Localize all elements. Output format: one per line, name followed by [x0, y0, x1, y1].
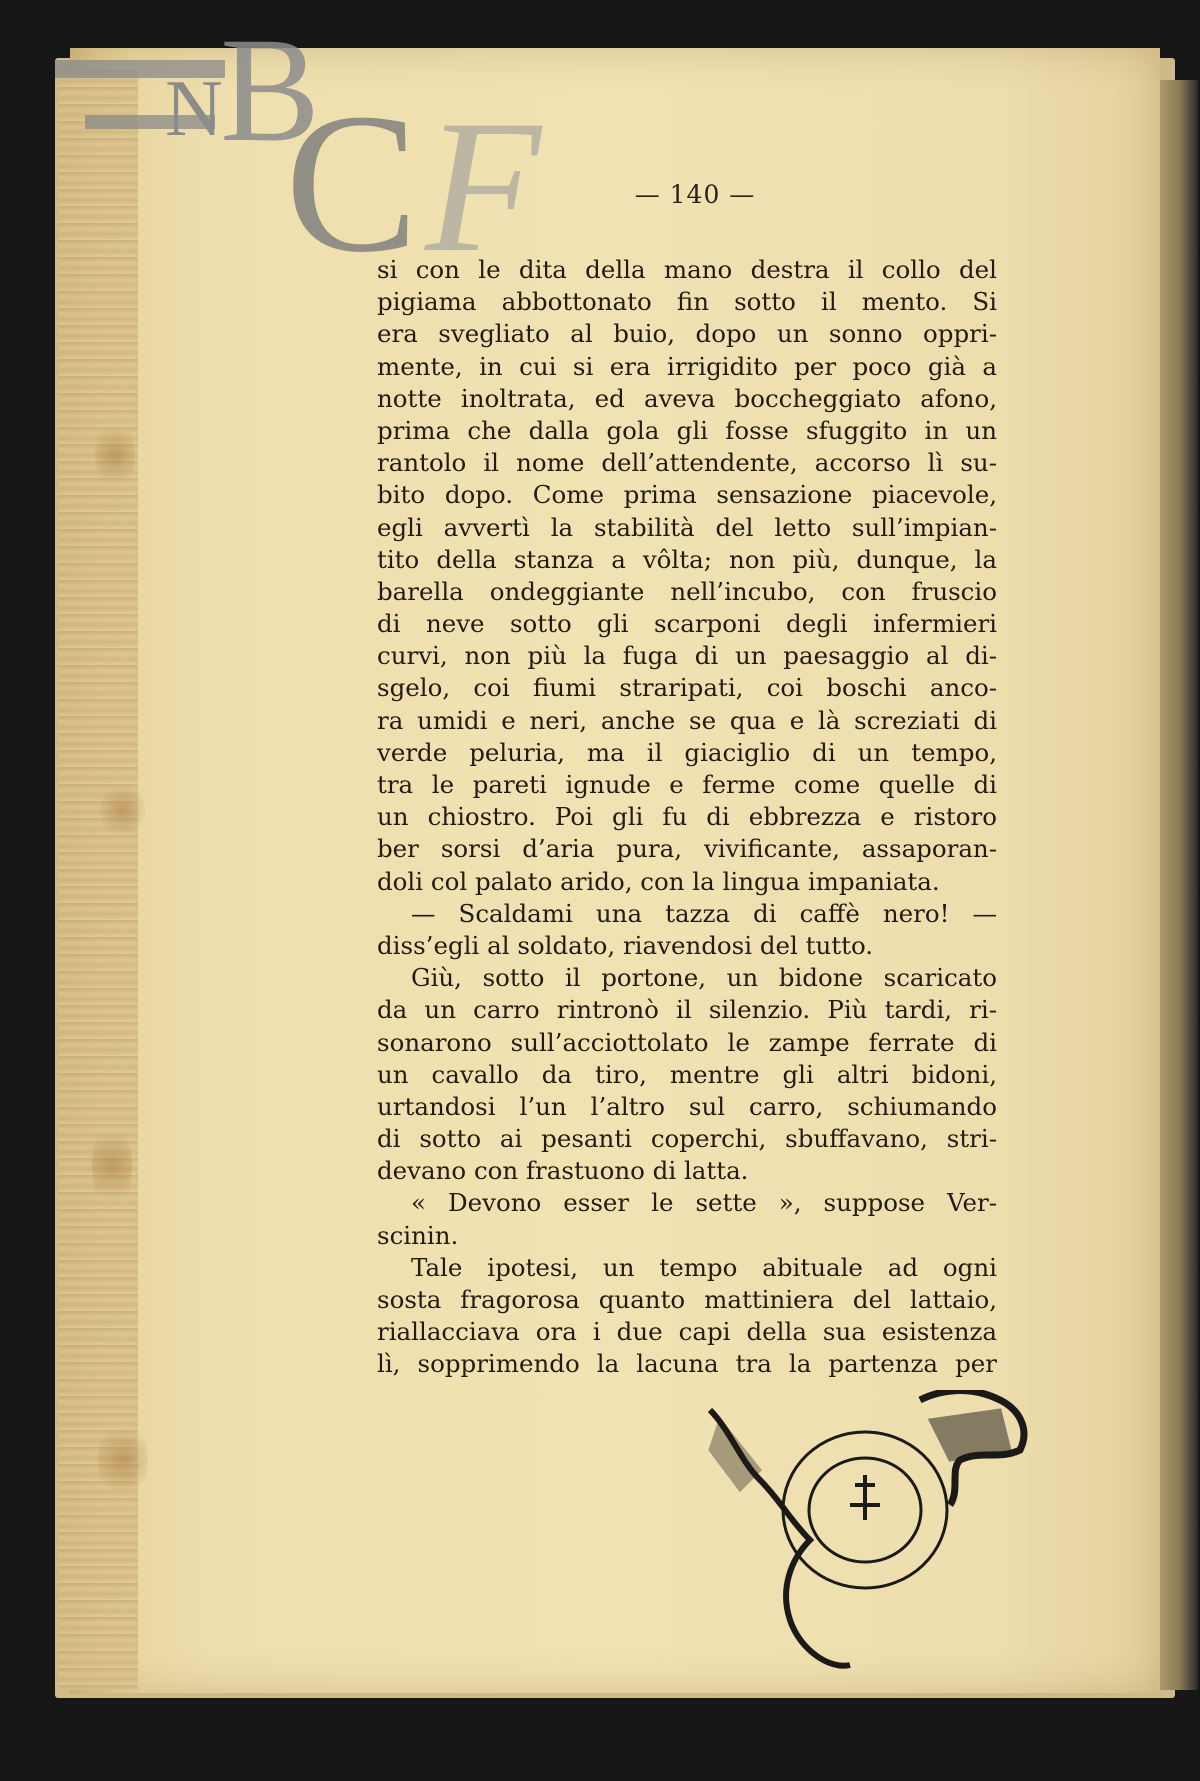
- text-line: era svegliato al buio, dopo un sonno oppri-: [377, 319, 997, 349]
- foxing-stain: [95, 420, 135, 490]
- text-line: notte inoltrata, ed aveva boccheggiato afono,: [377, 383, 997, 413]
- watermark-letter-c: C: [285, 73, 419, 280]
- text-line: pigiama abbottonato fin sotto il mento. Si: [377, 287, 997, 317]
- text-line: bito dopo. Come prima sensazione piacevole,: [377, 480, 997, 510]
- text-line: Tale ipotesi, un tempo abituale ad ogni: [411, 1252, 997, 1282]
- library-stamp: [700, 1390, 1030, 1680]
- text-line: ra umidi e neri, anche se qua e là screziati di: [377, 705, 997, 735]
- text-line: di sotto ai pesanti coperchi, sbuffavano, stri-: [377, 1124, 997, 1154]
- text-line: da un carro rintronò il silenzio. Più tardi, ri-: [377, 995, 997, 1025]
- foxing-stain: [92, 1120, 132, 1210]
- text-line: ber sorsi d’aria pura, vivificante, assaporan-: [377, 834, 997, 864]
- library-stamp-seal: [700, 1390, 1030, 1680]
- text-line: Giù, sotto il portone, un bidone scaricato: [411, 963, 997, 993]
- text-line: curvi, non più la fuga di un paesaggio al di-: [377, 641, 997, 671]
- text-line: doli col palato arido, con la lingua impaniata.: [377, 866, 940, 896]
- page-number: — 140 —: [634, 180, 756, 209]
- text-line: tra le pareti ignude e ferme come quelle di: [377, 770, 997, 799]
- text-line: prima che dalla gola gli fosse sfuggito in un: [377, 415, 997, 445]
- text-line: scinin.: [377, 1220, 459, 1250]
- text-line: lì, sopprimendo la lacuna tra la partenza per: [377, 1349, 997, 1379]
- text-line: mente, in cui si era irrigidito per poco già a: [377, 351, 997, 381]
- text-line: diss’egli al soldato, riavendosi del tutto.: [377, 930, 874, 960]
- text-line: sgelo, coi fiumi straripati, coi boschi anco-: [377, 673, 997, 703]
- text-line: riallacciava ora i due capi della sua esistenza: [377, 1317, 997, 1347]
- body-text: [377, 254, 997, 1381]
- text-line: tito della stanza a vôlta; non più, dunque, la: [377, 544, 997, 574]
- text-line: un chiostro. Poi gli fu di ebbrezza e ristoro: [377, 802, 997, 832]
- text-line: egli avvertì la stabilità del letto sull’impian-: [377, 512, 997, 542]
- text-line: un cavallo da tiro, mentre gli altri bidoni,: [377, 1059, 997, 1089]
- library-watermark-logo: [45, 20, 705, 280]
- text-line: — Scaldami una tazza di caffè nero! —: [411, 898, 997, 928]
- foxing-stain: [100, 780, 145, 840]
- text-line: devano con frastuono di latta.: [377, 1156, 749, 1186]
- text-line: urtandosi l’un l’altro sul carro, schiumando: [377, 1091, 997, 1121]
- text-line: sonarono sull’acciottolato le zampe ferrate di: [377, 1027, 997, 1057]
- text-line: si con le dita della mano destra il collo del: [377, 255, 997, 284]
- foxing-stain: [98, 1420, 148, 1500]
- text-line: sosta fragorosa quanto mattiniera del lattaio,: [377, 1285, 997, 1314]
- text-line: di neve sotto gli scarponi degli infermieri: [377, 609, 997, 639]
- text-line: verde peluria, ma il giaciglio di un tempo,: [377, 737, 997, 767]
- watermark-letter-f: F: [425, 82, 542, 280]
- text-line: barella ondeggiante nell’incubo, con fruscio: [377, 576, 997, 606]
- watermark-letter-n: N: [165, 65, 223, 153]
- text-line: rantolo il nome dell’attendente, accorso lì su-: [377, 448, 997, 478]
- text-line: « Devono esser le sette », suppose Ver-: [411, 1188, 997, 1218]
- watermark-letter-b: B: [220, 20, 321, 173]
